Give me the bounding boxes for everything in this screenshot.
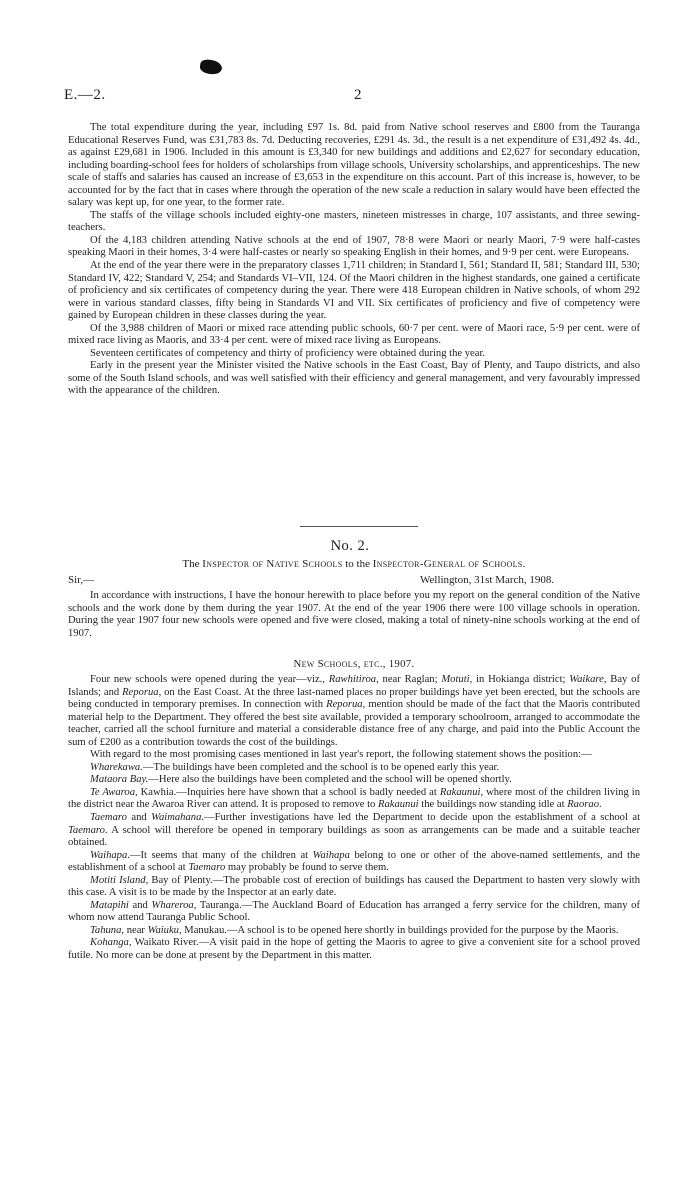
paragraph-public-schools: Of the 3,988 children of Maori or mixed race attending public schools, 60·7 per cent. were of Maori race, 5·9 per cent. were of mixed race living as Maoris, and 33·4 per cent. were of mixed race living as Europeans.: [68, 322, 640, 347]
entry-wharekawa: Wharekawa.—The buildings have been completed and the school is to be opened early this year.: [90, 761, 500, 773]
place-date: Wellington, 31st March, 1908.: [420, 574, 555, 586]
paragraph-staffs: The staffs of the village schools included eighty-one masters, nineteen mistresses in charge, 107 assistants, and three sewing-teachers.: [68, 209, 640, 234]
entry-motiti: Motiti Island, Bay of Plenty.—The probable cost of erection of buildings has caused the Department to hasten very slowly with this case. A visit is to be made by the Inspector at an early date.: [68, 874, 641, 899]
entry-matapihi: Matapihi and Whareroa, Tauranga.—The Auckland Board of Education has arranged a ferry service for the children, many of whom now attend Tauranga Public School.: [68, 899, 640, 924]
ink-blot: [199, 59, 223, 76]
paragraph-standards: At the end of the year there were in the preparatory classes 1,711 children; in Standard I, 561; Standard II, 581; Standard III, 530; Standard IV, 422; Standard V, 254; and Standards VI–VII, 124. Of the Maori children in the highest standards, one gained a certificate of proficiency and six certificates of competency during the year. There were 418 European children in Native schools, of whom 292 were in various standard classes, fifty being in Standards VI and VII. Six certificates of proficiency and five of competency were gained by European children in these classes during the year.: [68, 260, 640, 322]
paragraph-new-schools: Four new schools were opened during the year—viz., Rawhitiroa, near Raglan; Motuti, in Hokianga district; Waikare, Bay of Islands; and Reporua, on the East Coast. At the three last-named places no proper buildings have yet been erected, but the schools are being conducted in temporary premises. In connection with Reporua, mention should be made of the fact that the Maoris contributed material help to the Department. They offered the best site available, provided a temporary schoolroom, arranged to accommodate the teacher, carried all the school furniture and material a considerable distance free of any charge, and paid into the Public Account the sum of £200 as a contribution towards the cost of the buildings.: [68, 674, 640, 748]
entry-te-awaroa: Te Awaroa, Kawhia.—Inquiries here have shown that a school is badly needed at Rakaunui, where most of the children living in the district near the Awaroa River can attend. It is proposed to remove to Rakaunui the buildings now standing idle at Raorao.: [68, 786, 640, 811]
intro-section: [68, 122, 640, 398]
entry-mataora: Mataora Bay.—Here also the buildings have been completed and the school will be opened shortly.: [90, 774, 512, 786]
paragraph-opening: In accordance with instructions, I have the honour herewith to place before you my report on the general condition of the Native schools and the work done by them during the year 1907. At the end of the year 1906 there were 100 village schools in operation. During the year 1907 four new schools were opened and five were closed, making a total of ninety-nine schools working at the end of 1907.: [68, 590, 640, 639]
paragraph-expenditure: The total expenditure during the year, including £97 1s. 8d. paid from Native school reserves and £800 from the Tauranga Educational Reserves Fund, was £31,783 8s. 7d. Deducting recoveries, £291 4s. 3d., the result is a net expenditure of £31,492 4s. 4d., as against £29,681 in 1906. Included in this amount is £3,340 for new buildings and additions and £2,627 for secondary education, including boarding-school fees for holders of scholarships from village schools, University scholarships, and apprenticeships. The new scale of staffs and salaries has caused an increase of £3,653 in the expenditure on this account. Part of this increase is, however, to be accounted for by the fact that in cases where through the operation of the new scale a reduction in salary would have been effected the salary was kept up, for one year, to the former rate.: [68, 122, 640, 209]
opening-section: [68, 590, 640, 640]
report-subtitle: The Inspector of Native Schools to the Inspector-General of Schools.: [182, 558, 526, 570]
page-number: 2: [354, 87, 362, 103]
paragraph-promising: With regard to the most promising cases mentioned in last year's report, the following statement shows the position:—: [90, 749, 592, 761]
salutation: Sir,—: [68, 574, 95, 586]
entry-taemaro: Taemaro and Waimahana.—Further investigations have led the Department to decide upon the establishment of a school at Taemaro. A school will therefore be opened in temporary buildings as soon as arrangements can be made and a suitable teacher obtained.: [68, 812, 641, 849]
paragraph-children: Of the 4,183 children attending Native schools at the end of 1907, 78·8 were Maori or nearly Maori, 7·9 were half-castes speaking Maori in their homes, 3·4 were half-castes or nearly so speaking English in their homes, and 9·9 per cent. were Europeans.: [68, 234, 640, 259]
section-title: New Schools, etc., 1907.: [293, 658, 415, 670]
report-number: No. 2.: [330, 538, 370, 554]
section-divider: [300, 526, 418, 527]
entry-tahuna: Tahuna, near Waiuku, Manukau.—A school is to be opened here shortly in buildings provided for the purpose by the Maoris.: [90, 924, 619, 936]
paragraph-certificates: Seventeen certificates of competency and thirty of proficiency were obtained during the year.: [90, 347, 486, 359]
series-header: E.—2.: [64, 87, 106, 103]
paragraph-minister-visit: Early in the present year the Minister visited the Native schools in the East Coast, Bay of Plenty, and Taupo districts, and also some of the South Island schools, and was well satisfied with their efficiency and general management, and very favourably impressed with the appearance of the children.: [68, 360, 640, 397]
body-section: [68, 674, 640, 963]
entry-kohanga: Kohanga, Waikato River.—A visit paid in the hope of getting the Maoris to agree to give a convenient site for a school proved futile. No more can be done at present by the Department in this matter.: [68, 937, 640, 962]
entry-waihapa: Waihapa.—It seems that many of the children at Waihapa belong to one or other of the above-named settlements, and the establishment of a school at Taemaro may probably be found to serve them.: [68, 849, 640, 874]
